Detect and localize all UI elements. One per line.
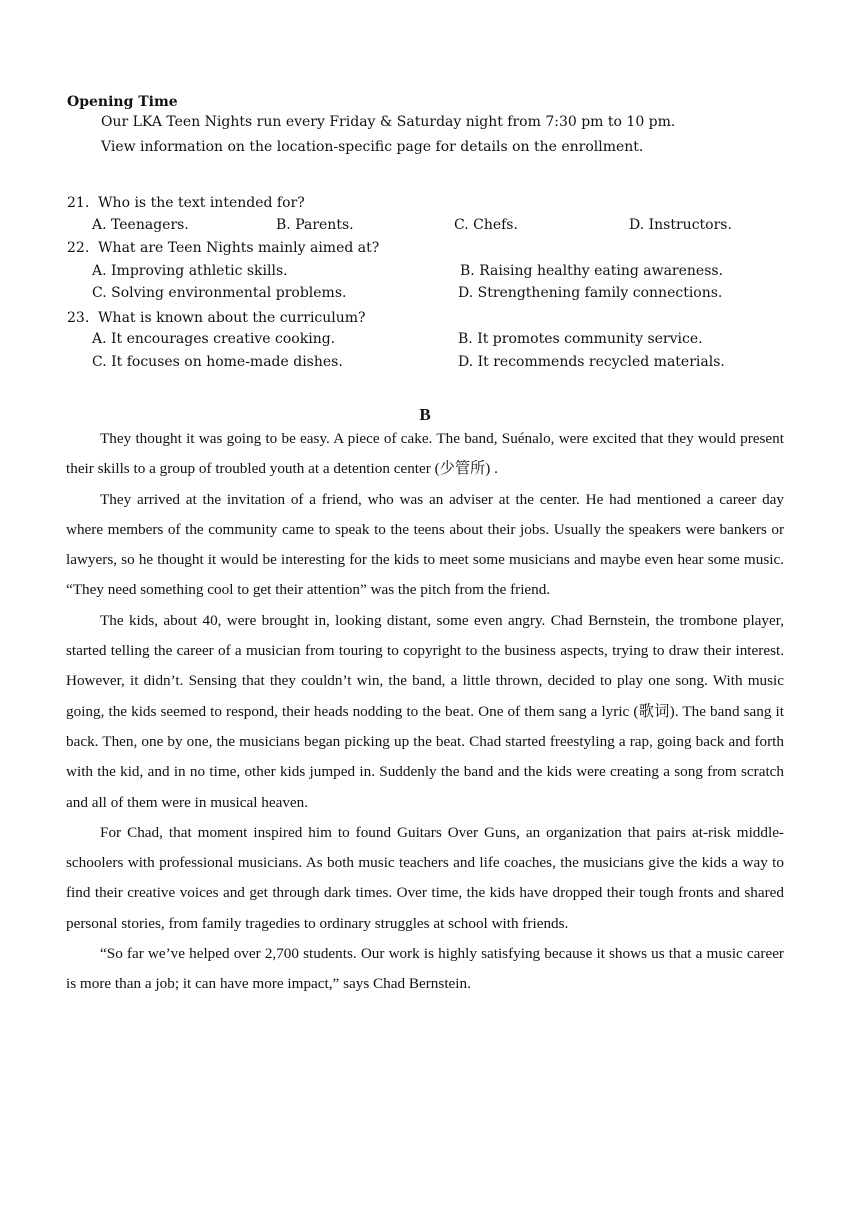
passage-body bbox=[66, 424, 784, 1000]
question-21 bbox=[67, 195, 305, 211]
question-number: 21. bbox=[67, 195, 90, 211]
q21-option-d: D. Instructors. bbox=[629, 217, 732, 233]
passage-paragraph: The kids, about 40, were brought in, looking distant, some even angry. Chad Bernstein, the trombone player, started telling the career of a musician from touring to copyright to the business aspects, trying to draw their interest. However, it didn’t. Sensing that they couldn’t win, the band, a little thrown, decided to play one song. With music going, the kids seemed to respond, their heads nodding to the beat. One of them sang a lyric (歌词). The band sang it back. Then, one by one, the musicians began picking up the beat. Chad started freestyling a rap, going back and forth with the kid, and in no time, other kids jumped in. Suddenly the band and the kids were creating a song from scratch and all of them were in musical heaven. bbox=[66, 611, 784, 811]
passage-title: B bbox=[419, 405, 431, 424]
q22-option-c: C. Solving environmental problems. bbox=[92, 285, 347, 301]
question-23 bbox=[67, 310, 366, 326]
opening-line-1: Our LKA Teen Nights run every Friday & Saturday night from 7:30 pm to 10 pm. bbox=[101, 114, 676, 130]
q21-option-c: C. Chefs. bbox=[454, 217, 518, 233]
q22-option-a: A. Improving athletic skills. bbox=[92, 263, 288, 279]
q22-option-d: D. Strengthening family connections. bbox=[458, 285, 723, 301]
q21-option-b: B. Parents. bbox=[276, 217, 354, 233]
q21-option-a: A. Teenagers. bbox=[92, 217, 189, 233]
opening-time-heading: Opening Time bbox=[67, 94, 178, 110]
q23-option-a: A. It encourages creative cooking. bbox=[92, 331, 336, 347]
q23-option-b: B. It promotes community service. bbox=[458, 331, 703, 347]
q23-option-d: D. It recommends recycled materials. bbox=[458, 354, 725, 370]
question-22 bbox=[67, 240, 379, 256]
question-number: 22. bbox=[67, 240, 90, 256]
question-text: What are Teen Nights mainly aimed at? bbox=[98, 240, 380, 256]
question-text: Who is the text intended for? bbox=[98, 195, 305, 211]
q23-option-c: C. It focuses on home-made dishes. bbox=[92, 354, 343, 370]
passage-paragraph: They thought it was going to be easy. A piece of cake. The band, Suénalo, were excited that they would present their skills to a group of troubled youth at a detention center (少管所) . bbox=[66, 430, 784, 478]
opening-line-2: View information on the location-specific page for details on the enrollment. bbox=[101, 139, 644, 155]
passage-paragraph: They arrived at the invitation of a friend, who was an adviser at the center. He had mentioned a career day where members of the community came to speak to the teens about their jobs. Usually the speakers were bankers or lawyers, so he thought it would be interesting for the kids to meet some musicians and maybe even hear some music. “They need something cool to get their attention” was the pitch from the friend. bbox=[66, 490, 784, 599]
question-number: 23. bbox=[67, 310, 90, 326]
passage-paragraph: “So far we’ve helped over 2,700 students. Our work is highly satisfying because it shows us that a music career is more than a job; it can have more impact,” says Chad Bernstein. bbox=[66, 945, 784, 993]
question-text: What is known about the curriculum? bbox=[98, 310, 366, 326]
q22-option-b: B. Raising healthy eating awareness. bbox=[460, 263, 724, 279]
passage-paragraph: For Chad, that moment inspired him to found Guitars Over Guns, an organization that pairs at-risk middle-schoolers with professional musicians. As both music teachers and life coaches, the musicians give the kids a way to find their creative voices and get through dark times. Over time, the kids have dropped their tough fronts and shared personal stories, from family tragedies to ordinary struggles at school with friends. bbox=[66, 823, 784, 932]
